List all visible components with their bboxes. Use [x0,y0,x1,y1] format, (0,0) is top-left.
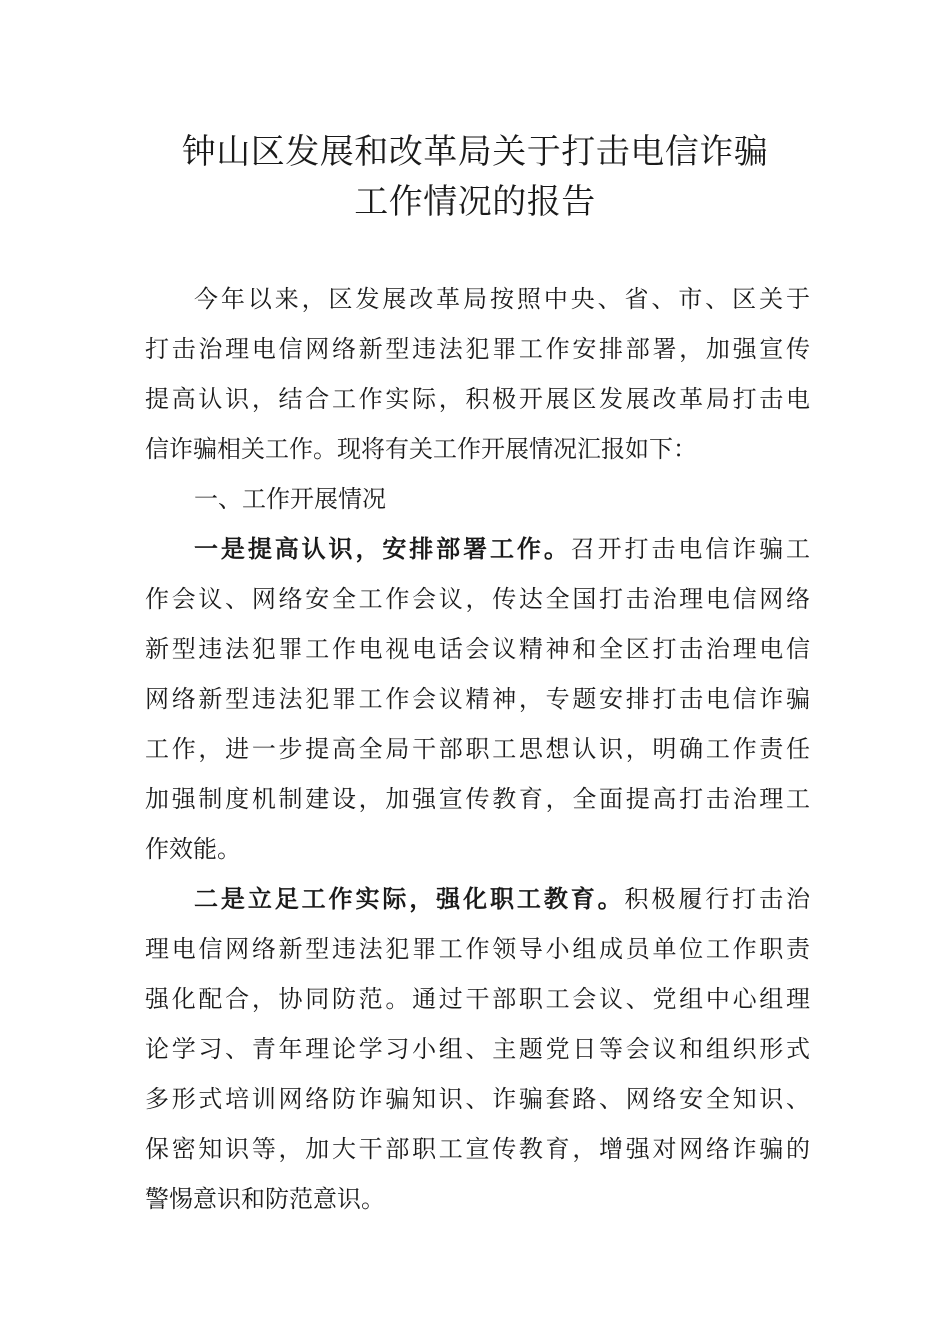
intro-line: 打击治理电信网络新型违法犯罪工作安排部署，加强宣传 [145,335,810,363]
point-2-line: 保密知识等，加大干部职工宣传教育，增强对网络诈骗的 [145,1135,810,1163]
point-2-first-rest: 积极履行打击治 [624,885,811,913]
point-1-line: 作效能。 [145,835,241,863]
point-1-line: 工作，进一步提高全局干部职工思想认识，明确工作责任 [145,735,810,763]
point-2-line: 论学习、青年理论学习小组、主题党日等会议和组织形式 [145,1035,810,1063]
point-2-line: 警惕意识和防范意识。 [145,1185,385,1213]
intro-line: 今年以来，区发展改革局按照中央、省、市、区关于 [194,285,810,313]
point-2-line: 多形式培训网络防诈骗知识、诈骗套路、网络安全知识、 [145,1085,810,1113]
intro-line: 提高认识，结合工作实际，积极开展区发展改革局打击电 [145,385,810,413]
point-2-first-line [194,879,810,919]
point-1-first-line [194,529,810,569]
point-1-line: 网络新型违法犯罪工作会议精神，专题安排打击电信诈骗 [145,685,810,713]
point-1-first-rest: 召开打击电信诈骗工 [570,535,811,563]
point-2-line: 理电信网络新型违法犯罪工作领导小组成员单位工作职责 [145,935,810,963]
section-heading: 一、工作开展情况 [194,485,386,513]
point-1-line: 新型违法犯罪工作电视电话会议精神和全区打击治理电信 [145,635,810,663]
point-1-line: 作会议、网络安全工作会议，传达全国打击治理电信网络 [145,585,810,613]
document-title-line-2: 工作情况的报告 [354,182,596,222]
point-1-lead: 一是提高认识，安排部署工作。 [194,535,571,563]
point-2-line: 强化配合，协同防范。通过干部职工会议、党组中心组理 [145,985,810,1013]
point-2-lead: 二是立足工作实际，强化职工教育。 [194,885,625,913]
document-title-line-1: 钟山区发展和改革局关于打击电信诈骗 [181,132,769,172]
intro-line: 信诈骗相关工作。现将有关工作开展情况汇报如下： [145,435,697,463]
point-1-line: 加强制度机制建设，加强宣传教育，全面提高打击治理工 [145,785,810,813]
